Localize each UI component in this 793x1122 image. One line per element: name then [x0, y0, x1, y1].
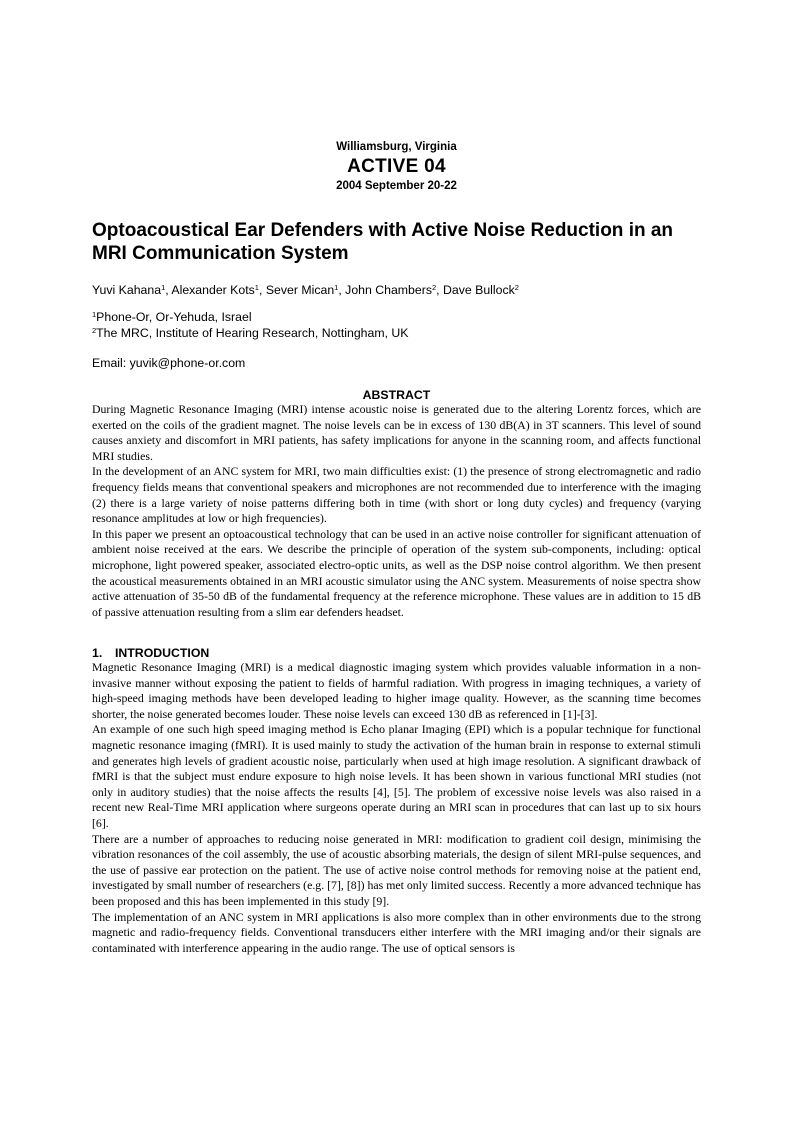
abstract-paragraph: In the development of an ANC system for MRI, two main difficulties exist: (1) the presence of strong electromagnetic and radio frequency fields means that conventional speakers and microphones are not recommended due to interference with the imaging (2) there is a large variety of noise patterns differing both in time (with short or long duty cycles) and frequency (varying resonance amplitudes at low or high frequencies). [92, 464, 701, 526]
affiliation-number: 2 [92, 326, 97, 335]
author-separator: , [436, 283, 443, 297]
author-name: Sever Mican [265, 283, 335, 297]
paper-title: Optoacoustical Ear Defenders with Active Noise Reduction in an MRI Communication System [92, 220, 674, 264]
affiliation-2 [92, 326, 409, 340]
conference-location: Williamsburg, Virginia [336, 141, 457, 153]
introduction-paragraph: An example of one such high speed imaging method is Echo planar Imaging (EPI) which is a popular technique for functional magnetic resonance imaging (fMRI). It is used mainly to study the activation of the human brain in response to external stimuli and generates high levels of gradient acoustic noise, particularly when used at high image resolution. A significant drawback of fMRI is that the subject must endure exposure to high noise levels. It has been shown in various functional MRI studies (not only in auditory studies) that the noise affects the results [4], [5]. The problem of excessive noise levels was also raised in a recent new Real-Time MRI application where surgeons operate during an MRI scan in procedures that can last up to six hours [6]. [92, 722, 701, 830]
author-affiliation-mark: 1 [161, 283, 166, 292]
conference-name: ACTIVE 04 [347, 156, 446, 177]
introduction-heading [92, 646, 209, 660]
abstract-paragraph: In this paper we present an optoacoustical technology that can be used in an active noise controller for significant attenuation of ambient noise received at the ears. We describe the principle of operation of the system sub-components, including: optical microphone, light powered speaker, associated electro-optic units, as well as the DSP noise control algorithm. We then present the acoustical measurements obtained in an MRI acoustic simulator using the ANC system. Measurements of noise spectra show active attenuation of 35-50 dB of the fundamental frequency at the reference microphone. These values are in addition to 15 dB of passive attenuation resulting from a slim ear defenders headset. [92, 526, 701, 619]
author-list [92, 283, 519, 297]
author-affiliation-mark: 2 [514, 283, 519, 292]
author-affiliation-mark: 1 [334, 283, 339, 292]
author-separator: , [258, 283, 266, 297]
conference-dates: 2004 September 20-22 [336, 180, 457, 192]
contact-email: Email: yuvik@phone-or.com [92, 356, 246, 370]
affiliation-1 [92, 310, 252, 324]
author-affiliation-mark: 1 [254, 283, 259, 292]
introduction-paragraph: There are a number of approaches to reducing noise generated in MRI: modification to gradient coil design, minimising the vibration resonances of the coil assembly, the use of acoustic absorbing materials, the design of silent MRI-pulse sequences, and the use of passive ear protection on the patient. The use of active noise control methods for removing noise at the patient end, investigated by small number of researchers (e.g. [7], [8]) has met only limited success. Recently a more advanced technique has been proposed and this has been implemented in this study [9]. [92, 831, 701, 908]
author-name: John Chambers [345, 283, 432, 297]
abstract-paragraph: During Magnetic Resonance Imaging (MRI) intense acoustic noise is generated due to the altering Lorentz forces, which are exerted on the coils of the gradient magnet. The noise levels can be in excess of 130 dB(A) in 3T scanners. This level of sound causes anxiety and discomfort in MRI patients, has safety implications for anyone in the scanning room, and affects functional MRI studies. [92, 402, 701, 463]
introduction-paragraph: The implementation of an ANC system in MRI applications is also more complex than in other environments due to the strong magnetic and radio-frequency fields. Conventional transducers either interfere with the MRI imaging and/or their signals are contaminated with interference appearing in the audio range. The use of optical sensors is [92, 909, 701, 955]
author-separator: , [338, 283, 346, 297]
affiliation-text: The MRC, Institute of Hearing Research, Nottingham, UK [96, 326, 409, 340]
author-name: Yuvi Kahana [92, 283, 162, 297]
affiliation-number: 1 [92, 310, 97, 319]
introduction-paragraph: Magnetic Resonance Imaging (MRI) is a medical diagnostic imaging system which provides valuable information in a non-invasive manner without exposing the patient to fields of harmful radiation. With progress in imaging techniques, a variety of high-speed imaging methods have been developed leading to higher image quality. However, as the scanning time becomes shorter, the noise generated becomes louder. These noise levels can exceed 130 dB as referenced in [1]-[3]. [92, 660, 701, 721]
introduction-body [92, 660, 701, 956]
author-affiliation-mark: 2 [431, 283, 437, 292]
author-name: Alexander Kots [171, 283, 255, 297]
section-title: INTRODUCTION [115, 646, 210, 660]
section-number: 1. [92, 646, 103, 660]
abstract-heading: ABSTRACT [362, 388, 431, 402]
author-name: Dave Bullock [443, 283, 515, 297]
author-separator: , [165, 283, 172, 297]
affiliation-text: Phone-Or, Or-Yehuda, Israel [96, 310, 252, 324]
abstract-body [92, 402, 701, 620]
